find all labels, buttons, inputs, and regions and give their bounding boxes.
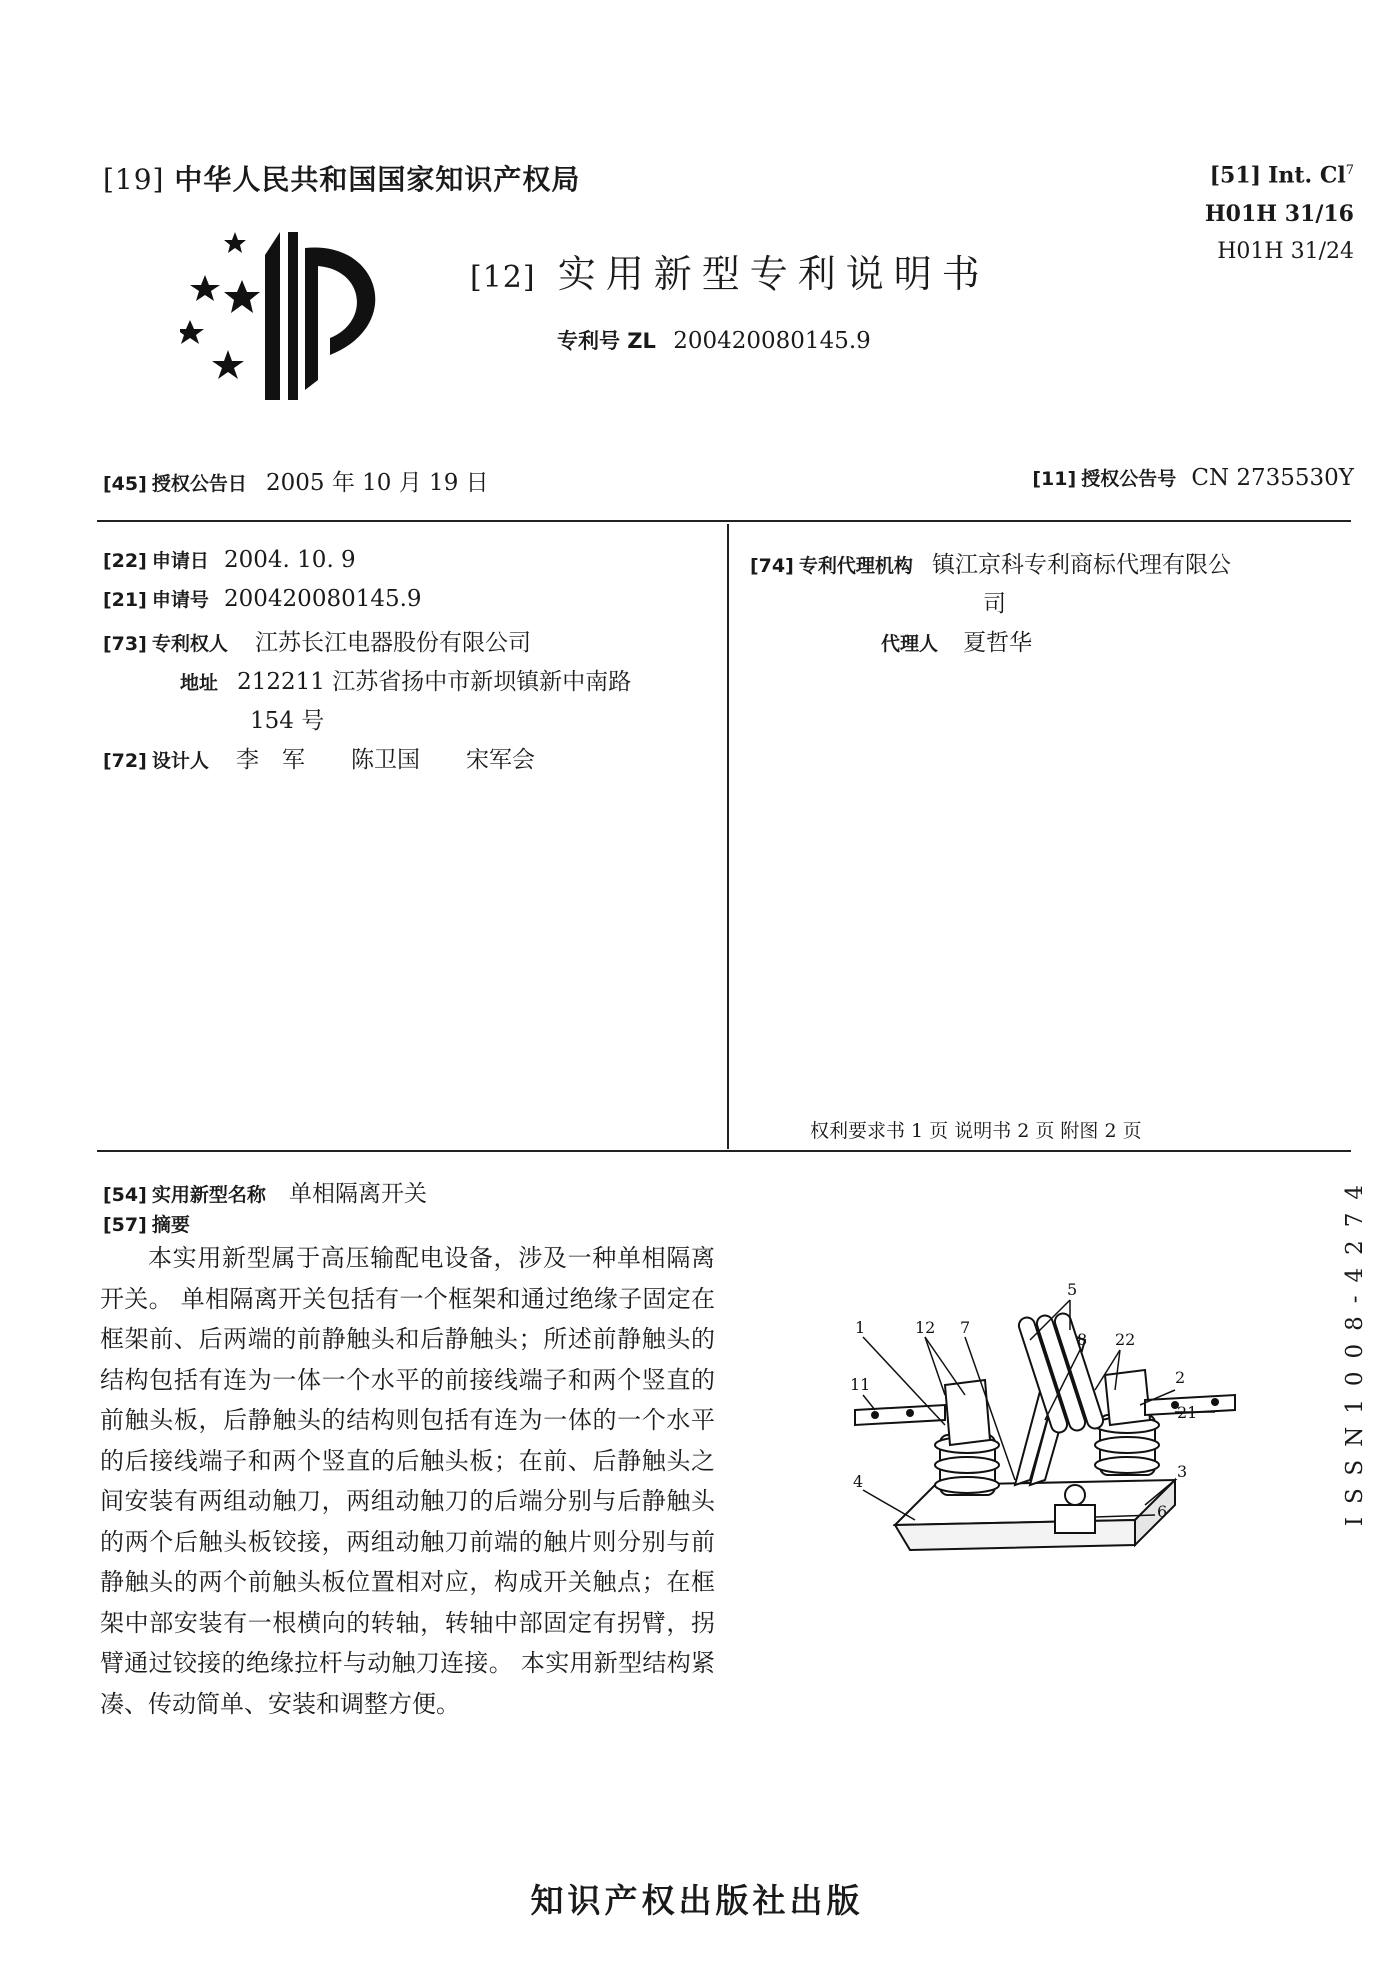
- int-cl-secondary: H01H 31/24: [1217, 239, 1354, 265]
- fig-label-2: 2: [1175, 1368, 1186, 1387]
- isolating-switch-figure: [815, 1255, 1265, 1625]
- fig-label-1: 1: [855, 1318, 866, 1337]
- agent-row: [881, 624, 1032, 657]
- publication-number: [1032, 464, 1354, 491]
- pub-no-code: [11]: [1032, 468, 1077, 490]
- abstract-heading: [103, 1210, 190, 1237]
- app-no-value: 200420080145.9: [224, 586, 422, 612]
- agency-label: 专利代理机构: [798, 555, 913, 577]
- fig-label-11: 11: [850, 1375, 871, 1394]
- address-label: 地址: [180, 672, 219, 694]
- office-name: 中华人民共和国国家知识产权局: [174, 163, 581, 196]
- fig-label-7: 7: [960, 1318, 971, 1337]
- patent-number-value: 200420080145.9: [673, 328, 871, 354]
- pub-no-label: 授权公告号: [1081, 468, 1177, 490]
- app-no-code: [21]: [103, 589, 147, 611]
- fig-label-12: 12: [915, 1318, 936, 1337]
- designer-row: [103, 741, 535, 774]
- int-cl-block: [1205, 152, 1354, 271]
- address-line2: 154 号: [250, 708, 325, 734]
- title-label: 实用新型名称: [151, 1184, 266, 1206]
- int-cl-code: [51]: [1209, 162, 1262, 189]
- divider-middle: [97, 1150, 1351, 1152]
- abstract-label: 摘要: [151, 1214, 190, 1236]
- address-line1: 212211 江苏省扬中市新坝镇新中南路: [237, 669, 632, 695]
- fig-label-22: 22: [1115, 1330, 1136, 1349]
- office-header: [103, 158, 580, 198]
- fig-label-6: 6: [1157, 1502, 1168, 1521]
- patent-number: [557, 325, 871, 355]
- designer-value: 李 军 陈卫国 宋军会: [236, 747, 536, 773]
- agency-line2: 司: [983, 591, 1006, 617]
- fig-label-3: 3: [1177, 1462, 1188, 1481]
- int-cl-label: Int. Cl: [1268, 162, 1346, 189]
- agent-label: 代理人: [881, 633, 939, 655]
- app-no-row: [103, 585, 422, 612]
- fig-label-8: 8: [1077, 1330, 1088, 1349]
- app-date-value: 2004. 10. 9: [224, 547, 356, 573]
- app-date-label: 申请日: [151, 550, 209, 572]
- divider-vertical: [727, 524, 729, 1149]
- agency-code: [74]: [750, 555, 794, 577]
- holder-label: 专利权人: [151, 633, 228, 655]
- agency-line1: 镇江京科专利商标代理有限公: [932, 552, 1232, 578]
- abstract-text: 本实用新型属于高压输配电设备，涉及一种单相隔离开关。 单相隔离开关包括有一个框架和通过绝缘子固定在框架前、后两端的前静触头和后静触头；所述前静触头的结构包括有连为一体一个水平的前接线端子和两个竖直的前触头板，后静触头的结构则包括有连为一体的一个水平的后接线端子和两个竖直的后触头板；在前、后静触头之间安装有两组动触刀，两组动触刀的后端分别与后静触头的两个后触头板铰接，两组动触刀前端的触片则分别与前静触头的两个前触头板位置相对应，构成开关触点；在框架中部安装有一根横向的转轴，转轴中部固定有拐臂，拐臂通过铰接的绝缘拉杆与动触刀连接。 本实用新型结构紧凑、传动简单、安装和调整方便。: [100, 1244, 715, 1718]
- doc-type-title: 实用新型专利说明书: [557, 252, 990, 296]
- office-code: [19]: [103, 163, 165, 196]
- pub-date-label: 授权公告日: [151, 473, 247, 495]
- agency-row: [750, 546, 1231, 579]
- title-code: [54]: [103, 1184, 147, 1206]
- address-row: [180, 663, 631, 696]
- app-no-label: 申请号: [151, 589, 209, 611]
- issn-vertical: ISSN1008-4274: [1342, 1171, 1368, 1527]
- pub-date-value: 2005 年 10 月 19 日: [266, 470, 489, 496]
- pub-date-code: [45]: [103, 473, 147, 495]
- publisher-footer: 知识产权出版社出版: [530, 1881, 864, 1920]
- app-date-code: [22]: [103, 550, 147, 572]
- designer-code: [72]: [103, 750, 147, 772]
- fig-label-4: 4: [853, 1472, 864, 1491]
- document-type: [470, 243, 990, 298]
- app-date-row: [103, 546, 356, 573]
- designer-label: 设计人: [151, 750, 209, 772]
- fig-label-5: 5: [1067, 1280, 1078, 1299]
- holder-value: 江苏长江电器股份有限公司: [255, 630, 532, 656]
- pub-no-value: CN 2735530Y: [1191, 465, 1354, 491]
- fig-label-21: 21: [1177, 1403, 1198, 1422]
- int-cl-sup: 7: [1345, 163, 1354, 178]
- doc-code: [12]: [470, 260, 536, 295]
- holder-row: [103, 624, 531, 657]
- patent-number-label: 专利号 ZL: [557, 329, 656, 353]
- title-value: 单相隔离开关: [289, 1181, 428, 1207]
- patent-office-logo: [180, 230, 400, 405]
- page-count: 权利要求书 1 页 说明书 2 页 附图 2 页: [810, 1120, 1142, 1142]
- int-cl-primary: H01H 31/16: [1204, 201, 1354, 228]
- publication-date: [103, 464, 489, 497]
- utility-model-title-row: [103, 1175, 427, 1208]
- abstract-code: [57]: [103, 1214, 147, 1236]
- divider-top: [97, 520, 1351, 522]
- agent-value: 夏哲华: [963, 630, 1033, 656]
- holder-code: [73]: [103, 633, 147, 655]
